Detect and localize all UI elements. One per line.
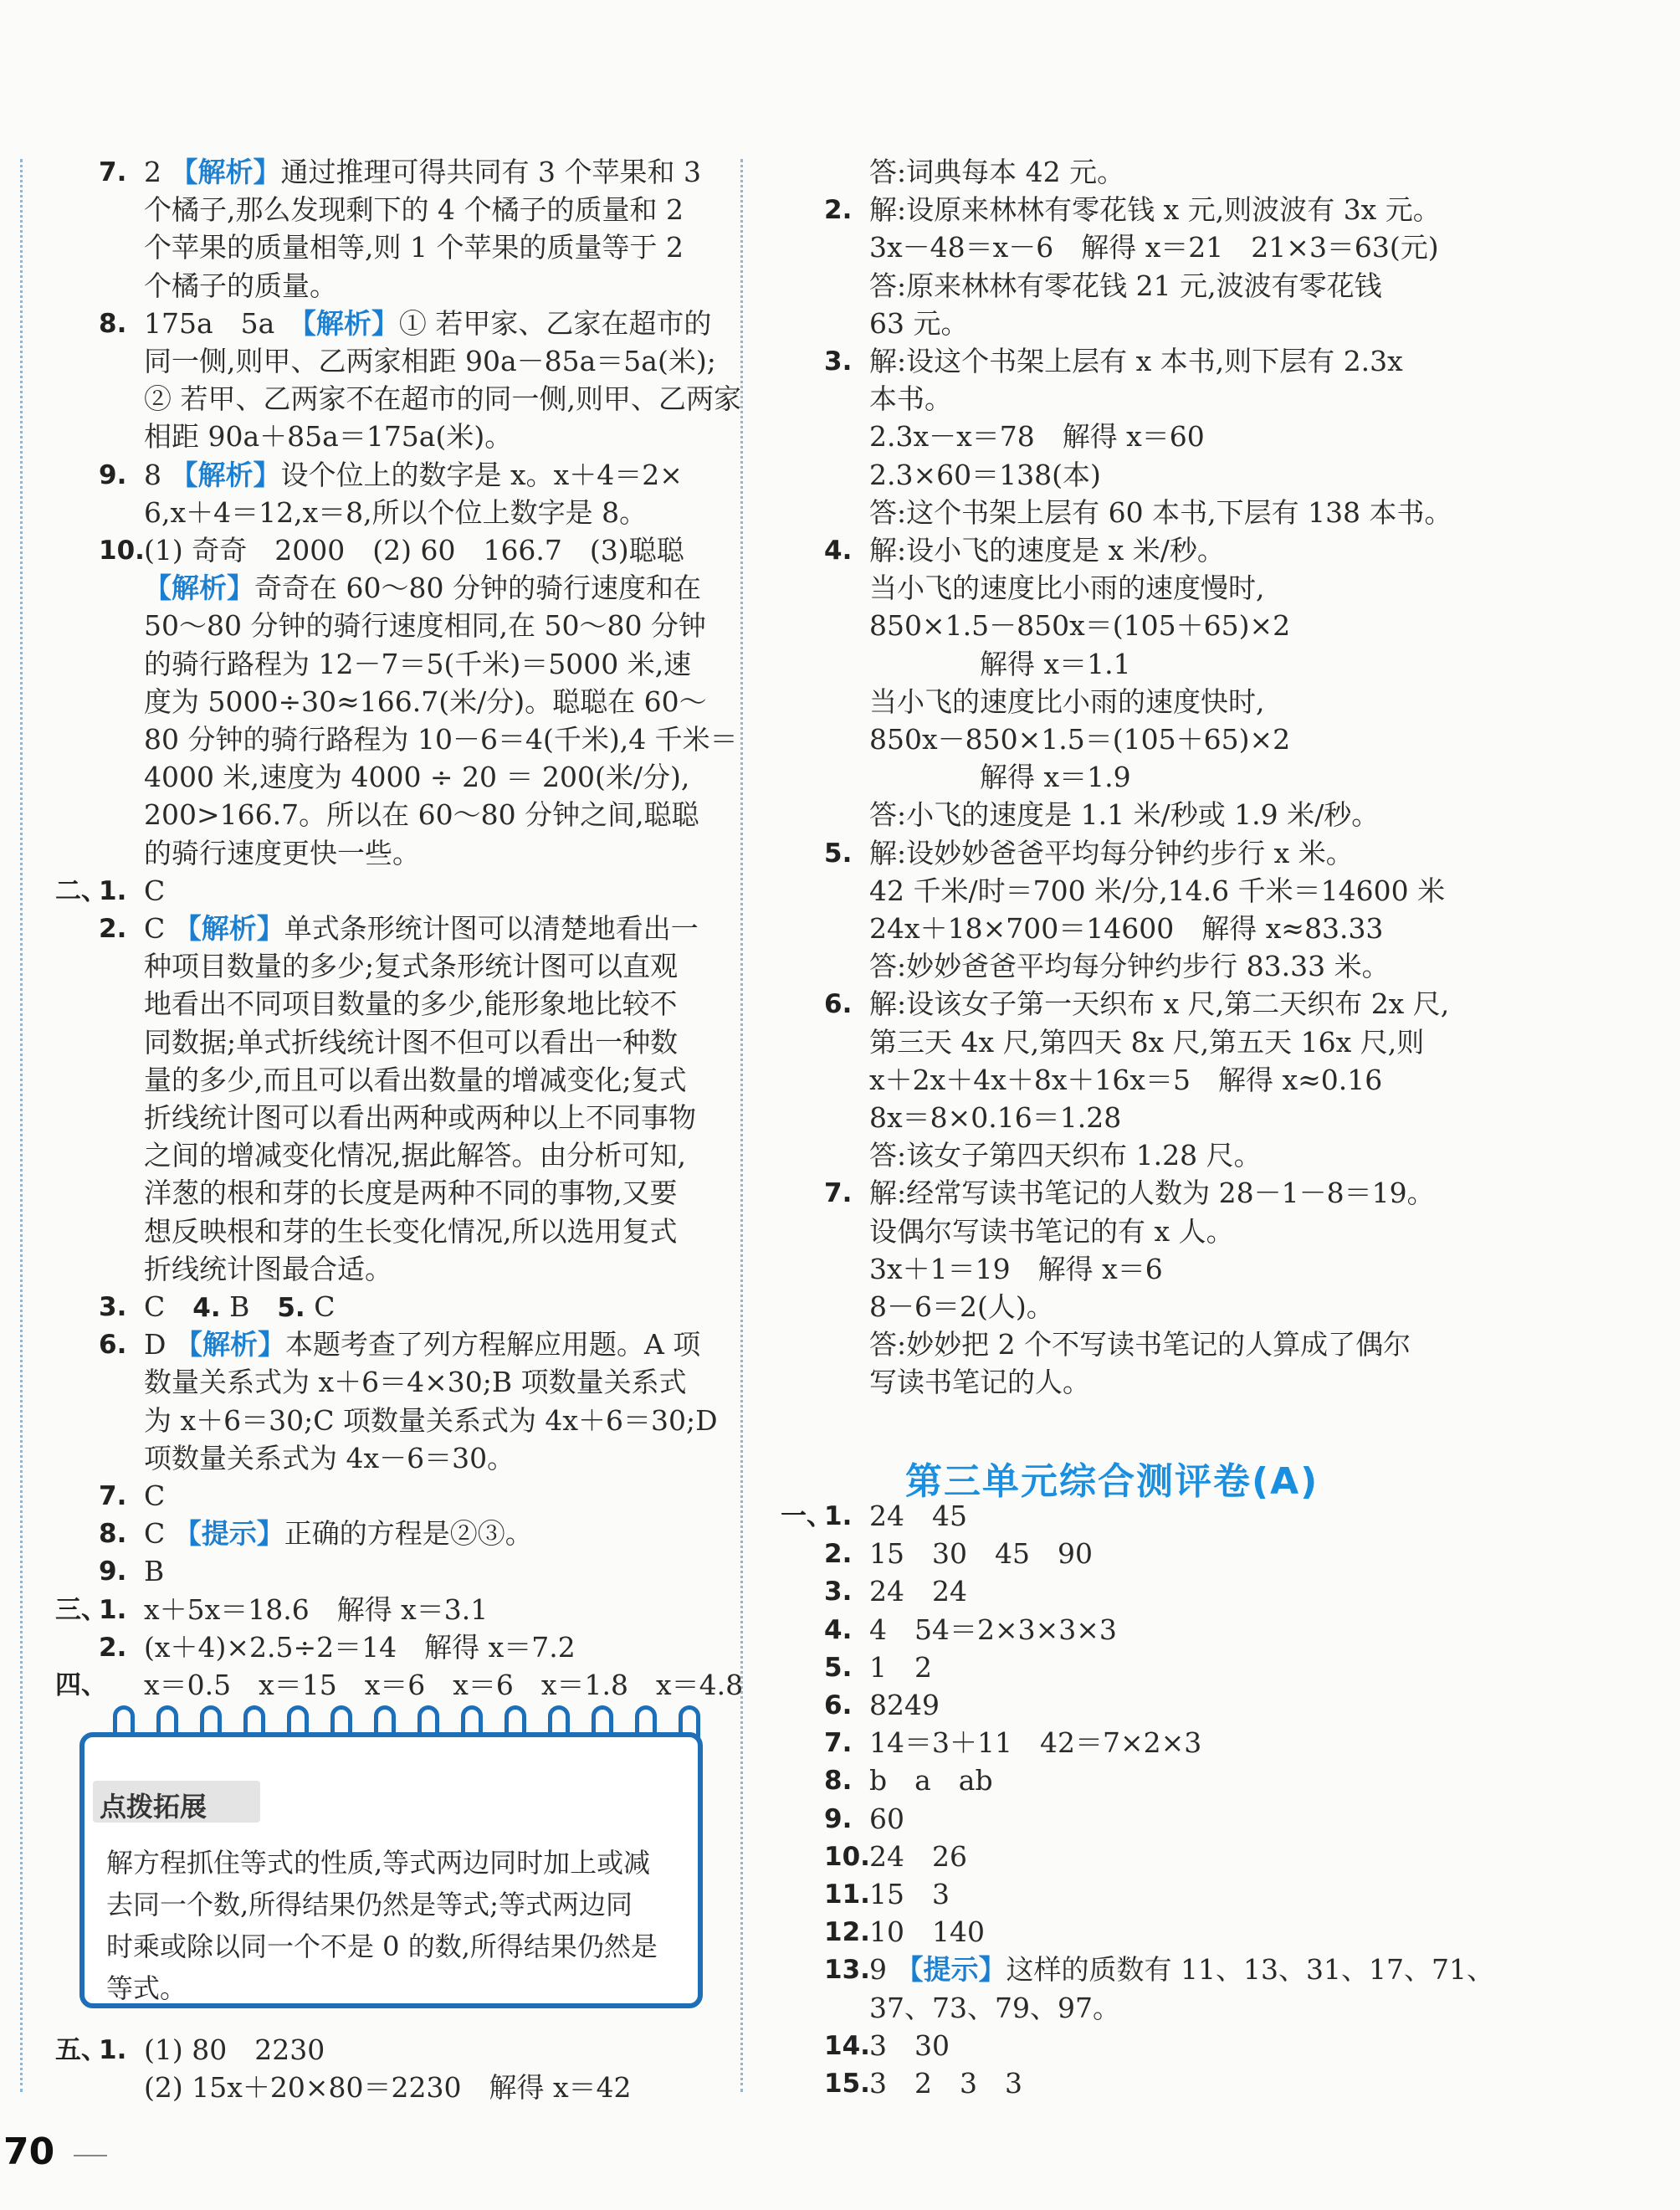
line-body <box>869 345 1403 378</box>
line-text: 2.3×60＝138(本) <box>869 458 1101 491</box>
line-body <box>869 723 1290 756</box>
line-text: 想反映根和芽的生长变化情况,所以选用复式 <box>144 1214 678 1248</box>
item-number: 9. <box>99 459 127 490</box>
line-body <box>869 382 952 416</box>
line-body <box>144 496 647 530</box>
line-body <box>869 156 1124 189</box>
line-body <box>869 1366 1090 1399</box>
section-number: 四、 <box>55 1670 107 1700</box>
line-text: 14＝3＋11 42＝7×2×3 <box>869 1726 1202 1760</box>
line-body <box>869 1253 1163 1286</box>
line-text: 8x＝8×0.16＝1.28 <box>869 1101 1122 1134</box>
item-number: 8. <box>824 1766 853 1797</box>
line-text: 60 <box>869 1802 904 1835</box>
tip-line: 解方程抓住等式的性质,等式两边同时加上或减 <box>106 1847 651 1879</box>
line-text: 3 2 3 3 <box>869 2067 1022 2100</box>
line-text: b a ab <box>869 1764 993 1797</box>
item-number: 10. <box>99 536 145 566</box>
item-number: 3. <box>824 1577 853 1608</box>
line-text: 为 x＋6＝30;C 项数量关系式为 4x＋6＝30;D <box>144 1403 718 1437</box>
line-body <box>144 761 689 794</box>
line-text: 175a 5a <box>144 306 303 340</box>
line-body <box>869 1328 1411 1361</box>
line-text: 地看出不同项目数量的多少,能形象地比较不 <box>144 987 678 1021</box>
line-text: (1) 奇奇 2000 (2) 60 166.7 (3)聪聪 <box>144 534 684 567</box>
line-body <box>144 1328 700 1361</box>
line-body <box>869 609 1290 643</box>
line-text: 答:该女子第四天织布 1.28 尺。 <box>869 1139 1262 1172</box>
line-text: C <box>144 912 174 945</box>
line-text: 写读书笔记的人。 <box>869 1366 1090 1399</box>
item-number: 9. <box>824 1803 853 1834</box>
line-body <box>869 1500 967 1533</box>
line-text: 850×1.5－850x＝(105＋65)×2 <box>869 609 1291 643</box>
line-text: 200>166.7。所以在 60～80 分钟之间,聪聪 <box>144 798 699 832</box>
line-body <box>144 1253 392 1286</box>
item-number: 6. <box>99 1330 127 1361</box>
line-body <box>869 1613 1117 1647</box>
item-number: 4. <box>824 1614 853 1645</box>
line-body <box>869 307 968 341</box>
line-text: 正确的方程是②③。 <box>284 1517 533 1551</box>
line-text: 度为 5000÷30≈166.7(米/分)。聪聪在 60～ <box>144 685 707 718</box>
line-body <box>869 798 1379 832</box>
line-text: 答:小飞的速度是 1.1 米/秒或 1.9 米/秒。 <box>869 798 1380 832</box>
line-text: 设偶尔写读书笔记的有 x 人。 <box>869 1214 1234 1248</box>
item-number: 6. <box>824 1690 853 1720</box>
line-body <box>869 534 1225 567</box>
analysis-tag: 【提示】 <box>895 1953 1006 1987</box>
line-text: B <box>220 1290 278 1323</box>
line-text: B <box>144 1555 165 1588</box>
line-text: 15 3 <box>869 1878 950 1910</box>
line-body <box>869 912 1383 946</box>
line-text: ① 若甲家、乙家在超市的 <box>398 306 712 340</box>
line-text: 解得 x＝1.9 <box>869 761 1131 794</box>
line-text: 答:原来林林有零花钱 21 元,波波有零花钱 <box>869 269 1382 302</box>
line-text: 24 24 <box>869 1575 967 1608</box>
line-text: 同一侧,则甲、乙两家相距 90a－85a＝5a(米); <box>144 345 716 377</box>
page-number: 70 <box>3 2131 55 2173</box>
line-text: 个橘子,那么发现剩下的 4 个橘子的质量和 2 <box>144 193 684 227</box>
line-text: 这样的质数有 11、13、31、17、71、 <box>1006 1953 1494 1987</box>
section-title: 第三单元综合测评卷(A) <box>905 1460 1319 1503</box>
line-body <box>144 156 701 189</box>
line-body <box>869 1651 932 1684</box>
line-body <box>869 837 1354 870</box>
item-number: 4. <box>824 536 853 566</box>
line-text: 答:词典每本 42 元。 <box>869 156 1125 188</box>
line-body <box>144 1669 743 1702</box>
analysis-tag: 【解析】 <box>144 572 254 605</box>
line-body <box>869 459 1101 492</box>
line-body <box>144 950 678 983</box>
item-number: 2. <box>824 195 853 226</box>
line-body <box>144 1517 533 1551</box>
item-number: 3. <box>99 1292 127 1322</box>
line-text: 解:设该女子第一天织布 x 尺,第二天织布 2x 尺, <box>869 987 1450 1021</box>
line-body <box>144 2033 325 2067</box>
line-text: 850x－850×1.5＝(105＋65)×2 <box>869 723 1291 756</box>
line-text: 量的多少,而且可以看出数量的增减变化;复式 <box>144 1063 687 1096</box>
line-body <box>869 1575 967 1608</box>
item-number: 9. <box>99 1556 127 1587</box>
line-text: 3 30 <box>869 2028 950 2062</box>
line-body <box>869 1689 940 1722</box>
tip-box <box>79 1732 703 2008</box>
line-text: 2 <box>144 156 171 188</box>
line-text: 数量关系式为 x＋6＝4×30;B 项数量关系式 <box>144 1366 687 1399</box>
item-number: 1. <box>99 1594 127 1625</box>
line-text: 设个位上的数字是 x。x＋4＝2× <box>280 458 683 491</box>
line-text: (1) 80 2230 <box>144 2033 325 2066</box>
line-body <box>144 1404 718 1438</box>
line-body <box>869 1840 967 1874</box>
line-text: 3x＋1＝19 解得 x＝6 <box>869 1252 1163 1285</box>
line-text: 洋葱的根和芽的长度是两种不同的事物,又要 <box>144 1177 678 1210</box>
line-text: 8249 <box>869 1689 940 1721</box>
line-body <box>144 723 738 756</box>
item-number: 7. <box>824 1728 853 1759</box>
line-text: C <box>144 874 166 907</box>
line-body <box>869 2029 950 2063</box>
line-text: C <box>305 1290 335 1323</box>
analysis-tag: 【解析】 <box>170 458 281 491</box>
line-text: 同数据;单式折线统计图不但可以看出一种数 <box>144 1025 679 1059</box>
section-number: 五、 <box>55 2035 107 2065</box>
item-number: 1. <box>99 2035 127 2065</box>
line-body <box>144 1442 515 1475</box>
line-text: 当小飞的速度比小雨的速度慢时, <box>869 572 1265 605</box>
line-body <box>869 1290 1054 1324</box>
item-number: 5. <box>277 1293 305 1323</box>
item-number: 2. <box>99 914 127 944</box>
line-body <box>869 1101 1121 1135</box>
line-body <box>144 1139 686 1172</box>
line-body <box>144 912 699 946</box>
item-number: 7. <box>824 1178 853 1209</box>
item-number: 13. <box>824 1955 870 1986</box>
line-body <box>869 1139 1262 1172</box>
line-text: 8－6＝2(人)。 <box>869 1290 1054 1323</box>
line-body <box>869 496 1452 530</box>
line-body <box>144 1593 488 1627</box>
line-text: 24x＋18×700＝14600 解得 x≈83.33 <box>869 912 1384 945</box>
line-text: 24 26 <box>869 1839 967 1873</box>
item-number: 1. <box>99 875 127 906</box>
line-body <box>144 874 165 908</box>
tip-heading: 点拨拓展 <box>100 1791 207 1823</box>
line-text: C <box>144 1479 166 1512</box>
column-divider <box>740 159 743 2092</box>
line-text: ② 若甲、乙两家不在超市的同一侧,则甲、乙两家 <box>144 382 741 416</box>
item-number: 10. <box>824 1841 870 1872</box>
tip-line: 等式。 <box>106 1972 187 2004</box>
analysis-tag: 【解析】 <box>170 156 281 188</box>
line-body <box>144 307 711 341</box>
line-body <box>869 1177 1435 1210</box>
analysis-tag: 【解析】 <box>174 1328 285 1361</box>
line-body <box>869 1026 1424 1059</box>
line-body <box>144 1366 687 1399</box>
line-body <box>869 572 1265 605</box>
line-text: 2.3x－x＝78 解得 x＝60 <box>869 420 1205 454</box>
line-text: 4000 米,速度为 4000 ÷ 20 ＝ 200(米/分), <box>144 761 690 794</box>
line-text: 9 <box>869 1953 896 1987</box>
line-body <box>869 1764 993 1797</box>
item-number: 15. <box>824 2069 870 2099</box>
line-text: 答:妙妙爸爸平均每分钟约步行 83.33 米。 <box>869 950 1390 983</box>
line-body <box>144 269 337 303</box>
item-number: 8. <box>99 1519 127 1550</box>
line-body <box>869 1726 1201 1760</box>
line-body <box>869 1802 904 1836</box>
line-body <box>869 1915 985 1949</box>
line-body <box>144 987 678 1021</box>
line-body <box>144 2071 632 2105</box>
line-body <box>869 648 1131 681</box>
line-body <box>869 2067 1022 2100</box>
line-text: 第三天 4x 尺,第四天 8x 尺,第五天 16x 尺,则 <box>869 1025 1425 1059</box>
line-body <box>144 648 691 681</box>
line-body <box>144 837 420 870</box>
line-body <box>144 1064 687 1097</box>
analysis-tag: 【解析】 <box>302 306 399 340</box>
item-number: 5. <box>824 838 853 869</box>
line-body <box>144 193 684 227</box>
line-body <box>869 1953 1494 1987</box>
line-body <box>144 459 683 492</box>
item-number: 7. <box>99 1481 127 1511</box>
line-body <box>869 1215 1234 1249</box>
tip-line: 时乘或除以同一个不是 0 的数,所得结果仍然是 <box>106 1931 658 1962</box>
line-text: 解:设原来林林有零花钱 x 元,则波波有 3x 元。 <box>869 193 1441 227</box>
line-body <box>869 1878 950 1911</box>
line-body <box>869 950 1390 983</box>
left-margin-dots <box>20 159 23 2092</box>
line-body <box>144 231 684 264</box>
line-text: (2) 15x＋20×80＝2230 解得 x＝42 <box>144 2071 632 2104</box>
line-text: 项数量关系式为 4x－6＝30。 <box>144 1441 515 1474</box>
analysis-tag: 【提示】 <box>173 1517 284 1551</box>
line-body <box>144 1555 164 1588</box>
item-number: 11. <box>824 1879 870 1910</box>
line-text: 10 140 <box>869 1915 985 1949</box>
item-number: 6. <box>824 989 853 1020</box>
line-text: 的骑行速度更快一些。 <box>144 836 420 869</box>
line-body <box>144 685 707 719</box>
line-text: 通过推理可得共同有 3 个苹果和 3 <box>280 156 701 188</box>
item-number: 12. <box>824 1917 870 1948</box>
line-text: 24 45 <box>869 1500 967 1532</box>
line-text: 63 元。 <box>869 306 969 340</box>
line-body <box>869 231 1439 264</box>
page-number-rule <box>74 2155 107 2156</box>
line-text: x＋5x＝18.6 解得 x＝3.1 <box>144 1592 489 1626</box>
line-text: D <box>144 1328 175 1361</box>
section-number: 二、 <box>55 875 107 906</box>
line-body <box>144 1479 165 1513</box>
line-text: 8 <box>144 458 171 491</box>
line-text: 答:妙妙把 2 个不写读书笔记的人算成了偶尔 <box>869 1328 1411 1361</box>
line-text: 答:这个书架上层有 60 本书,下层有 138 本书。 <box>869 495 1452 529</box>
line-body <box>869 874 1445 908</box>
line-body <box>869 1537 1093 1571</box>
line-body <box>144 1026 678 1059</box>
line-text: C <box>144 1517 174 1551</box>
line-text: 单式条形统计图可以清楚地看出一 <box>284 912 699 945</box>
analysis-tag: 【解析】 <box>173 912 284 945</box>
line-body <box>869 1992 1120 2025</box>
line-text: 4 54＝2×3×3×3 <box>869 1613 1117 1646</box>
line-text: 50～80 分钟的骑行速度相同,在 50～80 分钟 <box>144 609 706 643</box>
line-body <box>144 1290 335 1325</box>
line-text: 本书。 <box>869 382 952 416</box>
line-body <box>144 1215 678 1249</box>
line-body <box>144 798 699 832</box>
line-text: 80 分钟的骑行路程为 10－6＝4(千米),4 千米＝ <box>144 723 738 756</box>
line-text: 种项目数量的多少;复式条形统计图可以直观 <box>144 950 679 983</box>
line-text: 之间的增减变化情况,据此解答。由分析可知, <box>144 1139 686 1172</box>
item-number: 2. <box>99 1632 127 1663</box>
line-body <box>869 193 1441 227</box>
line-body <box>144 534 684 567</box>
line-text: 当小飞的速度比小雨的速度快时, <box>869 685 1265 718</box>
line-text: x＋2x＋4x＋8x＋16x＝5 解得 x≈0.16 <box>869 1063 1383 1096</box>
line-body <box>144 572 701 605</box>
item-number: 1. <box>824 1501 853 1531</box>
line-body <box>144 345 716 378</box>
line-text: 6,x＋4＝12,x＝8,所以个位上数字是 8。 <box>144 495 648 529</box>
line-text: 本题考查了列方程解应用题。A 项 <box>284 1328 701 1361</box>
line-text: 解得 x＝1.1 <box>869 647 1131 680</box>
line-text: 解:设妙妙爸爸平均每分钟约步行 x 米。 <box>869 836 1354 869</box>
item-number: 2. <box>824 1539 853 1570</box>
line-text: x＝0.5 x＝15 x＝6 x＝6 x＝1.8 x＝4.8 <box>144 1669 744 1701</box>
item-number: 3. <box>824 346 853 377</box>
line-body <box>144 382 741 416</box>
line-text: 折线统计图可以看出两种或两种以上不同事物 <box>144 1101 696 1134</box>
line-text: C <box>144 1290 193 1323</box>
line-body <box>869 685 1265 719</box>
item-number: 7. <box>99 157 127 187</box>
line-body <box>869 761 1131 794</box>
line-text: 37、73、79、97。 <box>869 1991 1120 2024</box>
line-text: 15 30 45 90 <box>869 1537 1093 1571</box>
line-body <box>869 987 1449 1021</box>
line-body <box>869 269 1382 303</box>
item-number: 8. <box>99 308 127 339</box>
line-text: 解:经常写读书笔记的人数为 28－1－8＝19。 <box>869 1177 1435 1210</box>
line-body <box>144 1101 696 1135</box>
line-body <box>144 1631 576 1664</box>
line-text: 相距 90a＋85a＝175a(米)。 <box>144 420 513 454</box>
line-body <box>144 420 512 454</box>
line-text: (x＋4)×2.5÷2＝14 解得 x＝7.2 <box>144 1630 576 1664</box>
item-number: 14. <box>824 2030 870 2061</box>
section-number: 三、 <box>55 1594 107 1625</box>
line-text: 1 2 <box>869 1650 932 1684</box>
line-text: 奇奇在 60～80 分钟的骑行速度和在 <box>254 572 701 605</box>
item-number: 5. <box>824 1652 853 1683</box>
line-text: 42 千米/时＝700 米/分,14.6 千米＝14600 米 <box>869 874 1446 907</box>
line-text: 个橘子的质量。 <box>144 269 337 302</box>
line-text: 的骑行路程为 12－7＝5(千米)＝5000 米,速 <box>144 647 692 680</box>
section-number: 一、 <box>781 1501 832 1531</box>
line-body <box>144 1177 678 1210</box>
tip-line: 去同一个数,所得结果仍然是等式;等式两边同 <box>106 1889 633 1920</box>
line-text: 解:设小飞的速度是 x 米/秒。 <box>869 534 1225 567</box>
line-text: 个苹果的质量相等,则 1 个苹果的质量等于 2 <box>144 231 684 264</box>
line-body <box>869 420 1205 454</box>
line-text: 3x－48＝x－6 解得 x＝21 21×3＝63(元) <box>869 231 1439 264</box>
line-body <box>144 609 706 643</box>
item-number: 4. <box>192 1293 221 1323</box>
line-text: 解:设这个书架上层有 x 本书,则下层有 2.3x <box>869 345 1403 377</box>
line-body <box>869 1064 1382 1097</box>
line-text: 折线统计图最合适。 <box>144 1252 392 1285</box>
